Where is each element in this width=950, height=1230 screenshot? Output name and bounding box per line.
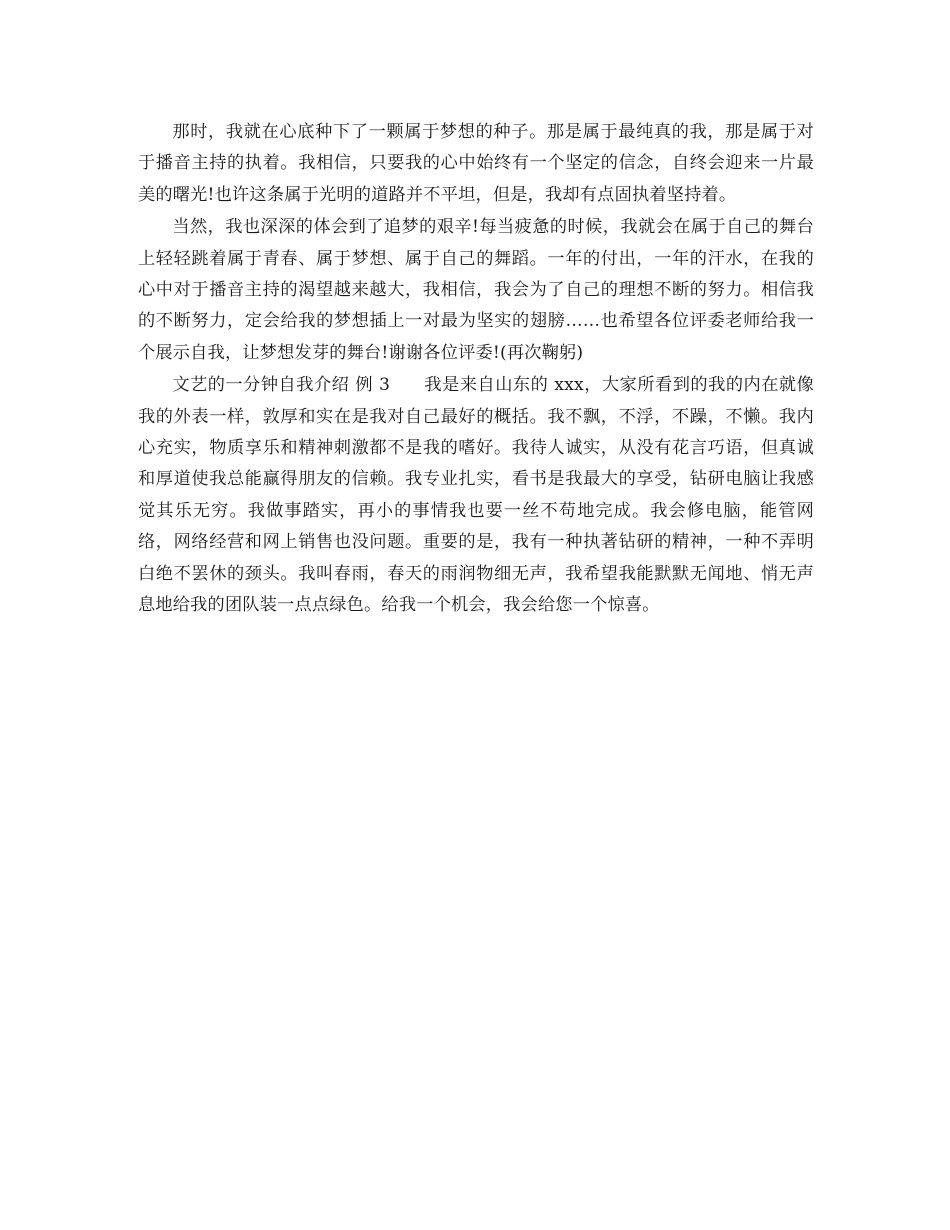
paragraph-example-3: [138, 370, 814, 621]
paragraph-dream-seed: 那时，我就在心底种下了一颗属于梦想的种子。那是属于最纯真的我，那是属于对于播音主持的执着。我相信，只要我的心中始终有一个坚定的信念，自终会迎来一片最美的曙光!也许这条属于光明的道路并不平坦，但是，我却有点固执着坚持着。: [138, 122, 814, 205]
example-body: 我是来自山东的 xxx，大家所看到的我的内在就像我的外表一样，敦厚和实在是我对自己最好的概括。我不飘，不浮，不躁，不懒。我内心充实，物质享乐和精神刺激都不是我的嗜好。我待人诚实，从没有花言巧语，但真诚和厚道使我总能赢得朋友的信赖。我专业扎实，看书是我最大的享受，钻研电脑让我感觉其乐无穷。我做事踏实，再小的事情我也要一丝不苟地完成。我会修电脑，能管网络，网络经营和网上销售也没问题。重要的是，我有一种执著钻研的精神，一种不弄明白绝不罢休的颈头。我叫春雨，春天的雨润物细无声，我希望我能默默无闻地、悄无声息地给我的团队装一点点绿色。给我一个机会，我会给您一个惊喜。: [138, 375, 814, 616]
example-heading: 文艺的一分钟自我介绍 例 3: [172, 375, 391, 396]
paragraph-dream-hardship: 当然，我也深深的体会到了追梦的艰辛!每当疲惫的时候，我就会在属于自己的舞台上轻轻跳着属于青春、属于梦想、属于自己的舞蹈。一年的付出，一年的汗水，在我的心中对于播音主持的渴望越来越大，我相信，我会为了自己的理想不断的努力。相信我的不断努力，定会给我的梦想插上一对最为坚实的翅膀……也希望各位评委老师给我一个展示自我，让梦想发芽的舞台!谢谢各位评委!(再次鞠躬): [138, 217, 814, 363]
document-body: [138, 117, 814, 622]
